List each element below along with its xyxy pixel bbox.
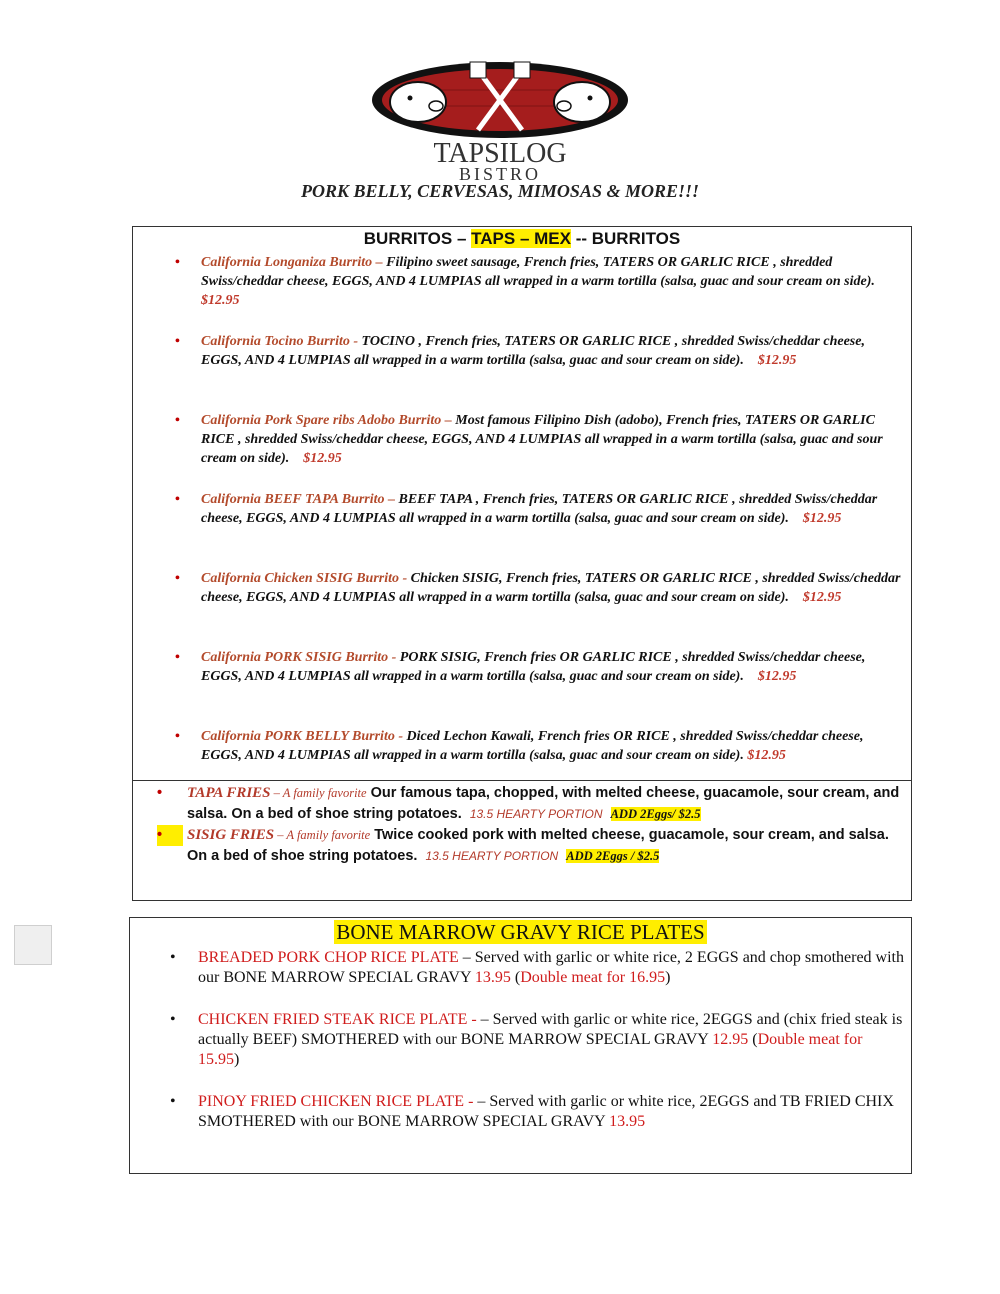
list-item: • CHICKEN FRIED STEAK RICE PLATE - – Served with garlic or white rice, 2EGGS and (chix fried steak is actually BEEF) SMOTHERED with our BONE MARROW SPECIAL GRAVY 12.95 (Double meat for 15.95) bbox=[170, 1011, 903, 1068]
list-item: • California PORK SISIG Burrito - PORK SISIG, French fries OR GARLIC RICE , shredded Swiss/cheddar cheese, EGGS, AND 4 LUMPIAS all wrapped in a warm tortilla (salsa, guac and sour cream on side). $12.95 bbox=[175, 650, 866, 684]
list-item: • SISIG FRIES – A family favorite Twice cooked pork with melted cheese, guacamole, sour cream, and salsa. On a bed of shoe string potatoes. 13.5 HEARTY PORTION ADD 2Eggs / $2.5 bbox=[157, 827, 889, 864]
logo-sub: BISTRO bbox=[458, 164, 542, 182]
list-item: • California Pork Spare ribs Adobo Burrito – Most famous Filipino Dish (adobo), French fries, TATERS OR GARLIC RICE , shredded Swiss/cheddar cheese, EGGS, AND 4 LUMPIAS all wrapped in a warm tortilla (salsa, guac and sour cream on side). $12.95 bbox=[175, 413, 883, 466]
logo-emblem bbox=[368, 60, 632, 182]
bone-marrow-list bbox=[170, 948, 905, 1154]
tagline: PORK BELLY, CERVESAS, MIMOSAS & MORE!!! bbox=[301, 181, 699, 201]
bone-marrow-title: BONE MARROW GRAVY RICE PLATES bbox=[336, 920, 705, 944]
bone-marrow-section bbox=[129, 917, 912, 1174]
list-item: • California Chicken SISIG Burrito - Chicken SISIG, French fries, TATERS OR GARLIC RICE , shredded Swiss/cheddar cheese, EGGS, AND 4 LUMPIAS all wrapped in a warm tortilla (salsa, guac and sour cream on side). $12.95 bbox=[175, 571, 901, 605]
list-item: • California BEEF TAPA Burrito – BEEF TAPA , French fries, TATERS OR GARLIC RICE , shredded Swiss/cheddar cheese, EGGS, AND 4 LUMPIAS all wrapped in a warm tortilla (salsa, guac and sour cream on side). $12.95 bbox=[175, 492, 878, 526]
burritos-title: BURRITOS – TAPS – MEX -- BURRITOS bbox=[363, 229, 681, 248]
burritos-section bbox=[132, 226, 912, 901]
list-item: • California Longaniza Burrito – Filipino sweet sausage, French fries, TATERS OR GARLIC RICE , shredded Swiss/cheddar cheese, EGGS, AND 4 LUMPIAS all wrapped in a warm tortilla (salsa, guac and sour cream on side). $12.95 bbox=[175, 255, 875, 308]
logo-name: TAPSILOG bbox=[433, 138, 567, 169]
list-item: • California Tocino Burrito - TOCINO , French fries, TATERS OR GARLIC RICE , shredded Swiss/cheddar cheese, EGGS, AND 4 LUMPIAS all wrapped in a warm tortilla (salsa, guac and sour cream on side). $12.95 bbox=[175, 334, 865, 368]
list-item: • BREADED PORK CHOP RICE PLATE – Served with garlic or white rice, 2 EGGS and chop smothered with our BONE MARROW SPECIAL GRAVY 13.95 (Double meat for 16.95) bbox=[170, 949, 904, 986]
page-thumbnail[interactable] bbox=[14, 925, 52, 965]
list-item: • PINOY FRIED CHICKEN RICE PLATE - – Served with garlic or white rice, 2EGGS and TB FRIED CHIX SMOTHERED with our BONE MARROW SPECIAL GRAVY 13.95 bbox=[170, 1093, 894, 1130]
list-item: • TAPA FRIES – A family favorite Our famous tapa, chopped, with melted cheese, guacamole, sour cream, and salsa. On a bed of shoe string potatoes. 13.5 HEARTY PORTION ADD 2Eggs/ $2.5 bbox=[157, 785, 900, 822]
list-item: • California PORK BELLY Burrito - Diced Lechon Kawali, French fries OR RICE , shredded Swiss/cheddar cheese, EGGS, AND 4 LUMPIAS all wrapped in a warm tortilla (salsa, guac and sour cream on side). $12.95 bbox=[175, 729, 864, 763]
divider bbox=[133, 780, 911, 781]
burrito-list bbox=[175, 253, 905, 806]
fries-list bbox=[157, 783, 907, 867]
bistro-logo bbox=[368, 60, 632, 182]
